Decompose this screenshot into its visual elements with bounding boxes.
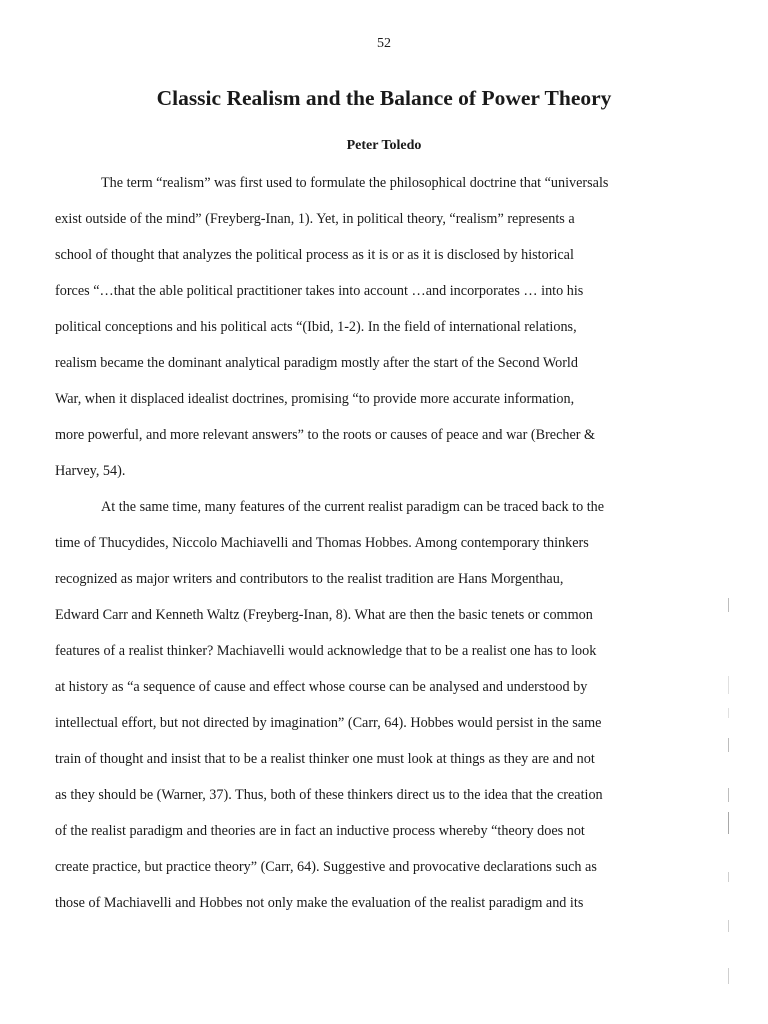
- page-number: 52: [377, 36, 391, 51]
- text-line: as they should be (Warner, 37). Thus, both of these thinkers direct us to the idea that the creation: [55, 787, 603, 803]
- paper-title: Classic Realism and the Balance of Power Theory: [156, 86, 612, 110]
- scan-mark: [728, 738, 729, 752]
- scan-mark: [728, 676, 729, 694]
- text-line: Harvey, 54).: [55, 463, 126, 479]
- scan-mark: [728, 920, 729, 932]
- text-line: time of Thucydides, Niccolo Machiavelli and Thomas Hobbes. Among contemporary thinkers: [55, 535, 589, 551]
- body-text: [55, 171, 715, 927]
- scan-margin-marks: [728, 0, 738, 1024]
- text-line: at history as “a sequence of cause and effect whose course can be analysed and understood by: [55, 679, 588, 695]
- text-line: school of thought that analyzes the political process as it is or as it is disclosed by historical: [55, 247, 574, 263]
- text-line: realism became the dominant analytical paradigm mostly after the start of the Second World: [55, 355, 578, 371]
- text-line: of the realist paradigm and theories are in fact an inductive process whereby “theory does not: [55, 823, 585, 839]
- text-line: train of thought and insist that to be a realist thinker one must look at things as they are and not: [55, 751, 595, 767]
- author-name: Peter Toledo: [346, 138, 422, 153]
- text-line: recognized as major writers and contributors to the realist tradition are Hans Morgenthau,: [55, 571, 564, 587]
- scan-mark: [728, 812, 729, 834]
- scan-mark: [728, 598, 729, 612]
- text-line: more powerful, and more relevant answers” to the roots or causes of peace and war (Brecher &: [55, 427, 596, 443]
- text-line: exist outside of the mind” (Freyberg-Inan, 1). Yet, in political theory, “realism” represents a: [55, 211, 575, 227]
- text-line: intellectual effort, but not directed by imagination” (Carr, 64). Hobbes would persist in the same: [55, 715, 602, 731]
- text-line: At the same time, many features of the current realist paradigm can be traced back to the: [101, 499, 605, 515]
- scan-mark: [728, 872, 729, 882]
- text-line: The term “realism” was first used to formulate the philosophical doctrine that “universals: [101, 175, 609, 191]
- text-line: Edward Carr and Kenneth Waltz (Freyberg-Inan, 8). What are then the basic tenets or common: [55, 607, 593, 623]
- text-line: forces “…that the able political practitioner takes into account …and incorporates … into his: [55, 283, 584, 299]
- text-line: political conceptions and his political acts “(Ibid, 1-2). In the field of international relations,: [55, 319, 577, 335]
- scan-mark: [728, 788, 729, 802]
- text-line: features of a realist thinker? Machiavelli would acknowledge that to be a realist one has to look: [55, 643, 597, 659]
- text-line: those of Machiavelli and Hobbes not only make the evaluation of the realist paradigm and its: [55, 895, 584, 911]
- scan-mark: [728, 968, 729, 984]
- text-line: create practice, but practice theory” (Carr, 64). Suggestive and provocative declarations such as: [55, 859, 597, 875]
- text-line: War, when it displaced idealist doctrines, promising “to provide more accurate information,: [55, 391, 575, 407]
- scan-mark: [728, 708, 729, 718]
